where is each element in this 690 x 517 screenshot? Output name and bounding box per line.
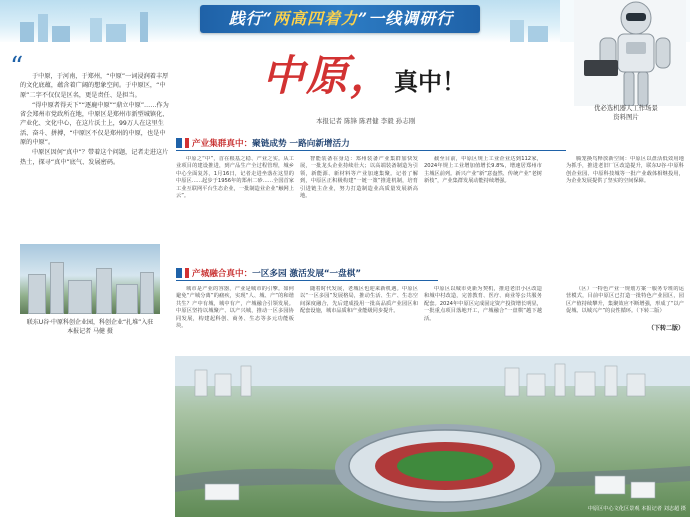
- section2-rule: [176, 280, 438, 281]
- section1-column: 中原之“中”，首在根基之稳、产业之实。从工业项目的建设推进，到产品生产全过程管理，城乡中心全面复苏，1月16日，记者走进坐落在这里的中原区……起步于1956年的郑州二砂……全国首家工业互联网平台生态企业，一批制造业企业“触网上云”。: [176, 156, 294, 200]
- robot-caption-line: 优必选机器人工作场景: [594, 104, 658, 112]
- quote-mark-icon: “: [10, 52, 24, 82]
- photo-left-caption: [20, 318, 160, 336]
- section-marker-icon: [185, 138, 189, 148]
- industrial-park-photo: [20, 244, 160, 314]
- intro-paragraph: 于中原，于河南，于郑州，“中原”一词浸润着丰厚的文化底蕴，蕴含着广阔的想象空间。于中原区，“中原”二字不仅仅是区名，更是责任、是担当。: [20, 73, 169, 99]
- section2-label: 产城融合真中：: [192, 269, 253, 279]
- city-aerial-photo: [175, 356, 690, 517]
- banner-title-suffix: ”一线调研行: [358, 9, 454, 28]
- section1-column: 腾笼换鸟释放新空间：中原区以盘活低效用地为抓手，推进老旧厂区改造提升，联东U谷·中原科创企业园、中原科技城等一批产业载体相继投用，为企业发展提供了坚实的空间保障。: [566, 156, 684, 185]
- banner-title-accent: 两高四着力: [272, 9, 358, 28]
- page-title-part1: 中原，: [262, 51, 395, 100]
- photo-left-credit: 本报记者 马健 摄: [67, 328, 113, 335]
- banner-title-prefix: 践行“: [228, 9, 273, 28]
- humanoid-robot-icon: [574, 0, 686, 106]
- section2-column: 城市是产业的容器，产业是城市的引擎。如何避免“产城分离”的痼疾，实现“人、城、产”的和谐共生？产中有城，城中有产，产城融合引领发展。中原区坚持以城聚产、以产兴城，推动一区多园协同发展，构建起科创、商务、生态等多元功能板块。: [176, 286, 294, 330]
- continued-note: （下转二版）: [648, 325, 685, 332]
- intro-paragraph: “得中原者得天下”“逐鹿中原”“鼎立中原”……作为省会郑州市党政所在地，中原区是郑州市新型城镇化、产业化、文化中心，在这片沃土上，99万人在这里生活、奋斗、拼搏，“中原区不仅是郑州的中原，也是中原的中原”。: [20, 101, 169, 147]
- robot-caption: [566, 104, 686, 122]
- section1-column: 智能装备在身边：郑州装备产业集群加快发展，一批龙头企业持续壮大；以高端装备制造为引领，新能源、新材料等产业加速集聚。记者了解到，中原区正积极构建“一链一策”推进机制，培育引进链主企业，努力打造制造业高质量发展新高地。: [300, 156, 418, 200]
- page-title-part2: 真中！: [394, 67, 467, 96]
- section2-title: [192, 267, 361, 279]
- section2-column: 中原区以城市更新为契机，推进老旧小区改造和城中村改造，完善教育、医疗、商业等公共服务配套。2024年中原区完成固定资产投资增长明显，一批重点项目落地开工，产城融合“一盘棋”越下越活。: [424, 286, 542, 322]
- section2-column: 随着时代发展，老城区也迎来新机遇。中原区以“一区多园”发展格局，推动生活、生产、生态空间深度融合，先后建成投用一批高品质产业园区和配套设施，城市品质和产业能级同步提升。: [300, 286, 418, 315]
- section2-subtitle: 一区多园 激活发展“一盘棋”: [252, 269, 361, 279]
- section-marker-icon: [176, 138, 182, 148]
- section-marker-icon: [185, 268, 189, 278]
- section1-label: 产业集群真中：: [192, 139, 253, 149]
- byline: 本报记者 陈锋 陈君健 李毅 孙志刚: [316, 117, 416, 125]
- section1-heading: [176, 136, 350, 150]
- city-photo-caption: 中原区中心文化区景观 本报记者 刘志超 摄: [587, 506, 686, 512]
- robot-photo: [574, 0, 686, 106]
- intro-paragraph: 中原区因何“真中”？带着这个问题，记者走进这片热土，探寻“真中”底气、发展密码。: [20, 149, 169, 166]
- robot-caption-credit: 资料图片: [613, 113, 639, 121]
- section1-column: 截至目前，中原区规上工业企业达到112家，2024年规上工业增加值增长9.8%，增速居郑州市主城区前列。新兴产业“新”意盎然、传统产业“老树新枝”，产业集群发展动能持续增强。: [424, 156, 542, 185]
- section1-title: [192, 137, 350, 149]
- banner-title: [208, 8, 474, 30]
- section2-column: （区）一特色产业一规划方案一服务专班的运营模式，目前中原区已打造一批特色产业园区，园区产值持续攀升，集聚效应不断增强，形成了“以产促城、以城兴产”的良性循环。（下转二版）: [566, 286, 684, 315]
- stadium-aerial-illustration: [175, 356, 690, 517]
- section1-rule: [176, 150, 566, 151]
- page-title: [262, 46, 502, 106]
- photo-left-caption-line: 联东U谷·中原科创企业园，科创企业“扎堆”入驻: [26, 319, 154, 326]
- section2-heading: [176, 266, 361, 280]
- section1-subtitle: 聚链成势 一路向新增活力: [252, 139, 350, 149]
- intro-text: [20, 72, 170, 232]
- section-marker-icon: [176, 268, 182, 278]
